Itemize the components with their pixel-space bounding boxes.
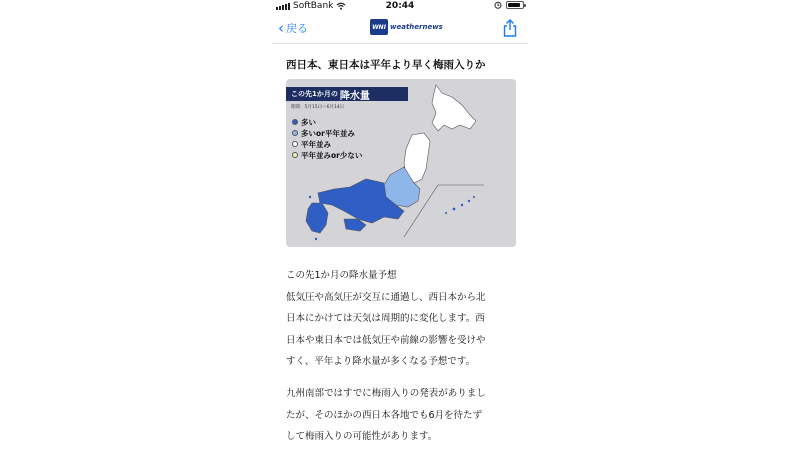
article-subtitle: この先1か月の降水量予想 (286, 270, 397, 281)
paragraph-line: 九州南部ではすでに梅雨入りの発表がありまし (286, 388, 486, 399)
island (445, 212, 447, 214)
phone-screen (272, 0, 528, 450)
legend-label: 多いor平年並み (301, 128, 355, 138)
article-body-1 (286, 265, 526, 373)
battery-icon (506, 1, 524, 9)
chevron-left-icon: ‹ (278, 19, 284, 37)
article-body-2 (286, 383, 526, 448)
weathernews-logo (370, 19, 443, 35)
island (461, 204, 463, 206)
kyushu-region (306, 203, 328, 233)
hokkaido-region (432, 85, 476, 131)
paragraph-line: すく、平年より降水量が多くなる予想です。 (286, 356, 476, 367)
island (468, 200, 470, 202)
article-title: 西日本、東日本は平年より早く梅雨入りか (286, 59, 486, 71)
battery-level (508, 3, 520, 7)
status-time: 20:44 (385, 1, 415, 11)
legend-swatch (292, 130, 298, 136)
status-right (494, 1, 524, 9)
map-period: 期間：5月15日〜6月14日 (291, 105, 345, 110)
rainfall-forecast-map (286, 79, 516, 247)
island (453, 208, 456, 211)
logo-text: weathernews (390, 23, 443, 31)
island (315, 238, 317, 240)
paragraph-line: して梅雨入りの可能性があります。 (286, 431, 438, 442)
alarm-icon (494, 1, 502, 9)
legend-item (292, 139, 362, 149)
map-header (286, 87, 408, 101)
back-label: 戻る (286, 22, 308, 35)
map-legend (292, 117, 362, 161)
carrier-name: SoftBank (293, 1, 334, 11)
logo-mark: WNI (370, 19, 388, 35)
back-button[interactable] (278, 20, 308, 36)
legend-swatch (292, 141, 298, 147)
paragraph-line: 日本や東日本では低気圧や前線の影響を受けや (286, 334, 486, 346)
shikoku-region (344, 219, 366, 231)
legend-item (292, 150, 362, 160)
paragraph-line: 日本にかけては天気は周期的に変化します。西 (286, 313, 485, 324)
legend-label: 平年並みor少ない (301, 150, 363, 160)
paragraph-line: 低気圧や高気圧が交互に通過し、西日本から北 (286, 291, 486, 303)
island (309, 196, 311, 198)
paragraph-line: たが、そのほかの西日本各地でも6月を待たず (286, 409, 483, 421)
status-bar (272, 0, 528, 13)
legend-swatch (292, 119, 298, 125)
nav-bar (272, 13, 528, 44)
map-header-small: この先1か月の (291, 90, 338, 98)
legend-item (292, 128, 362, 138)
legend-label: 多い (301, 117, 316, 127)
legend-item (292, 117, 362, 127)
legend-label: 平年並み (301, 139, 331, 149)
island (473, 196, 475, 198)
map-header-big: 降水量 (339, 90, 370, 102)
legend-swatch (292, 152, 298, 158)
share-icon[interactable] (502, 19, 518, 37)
